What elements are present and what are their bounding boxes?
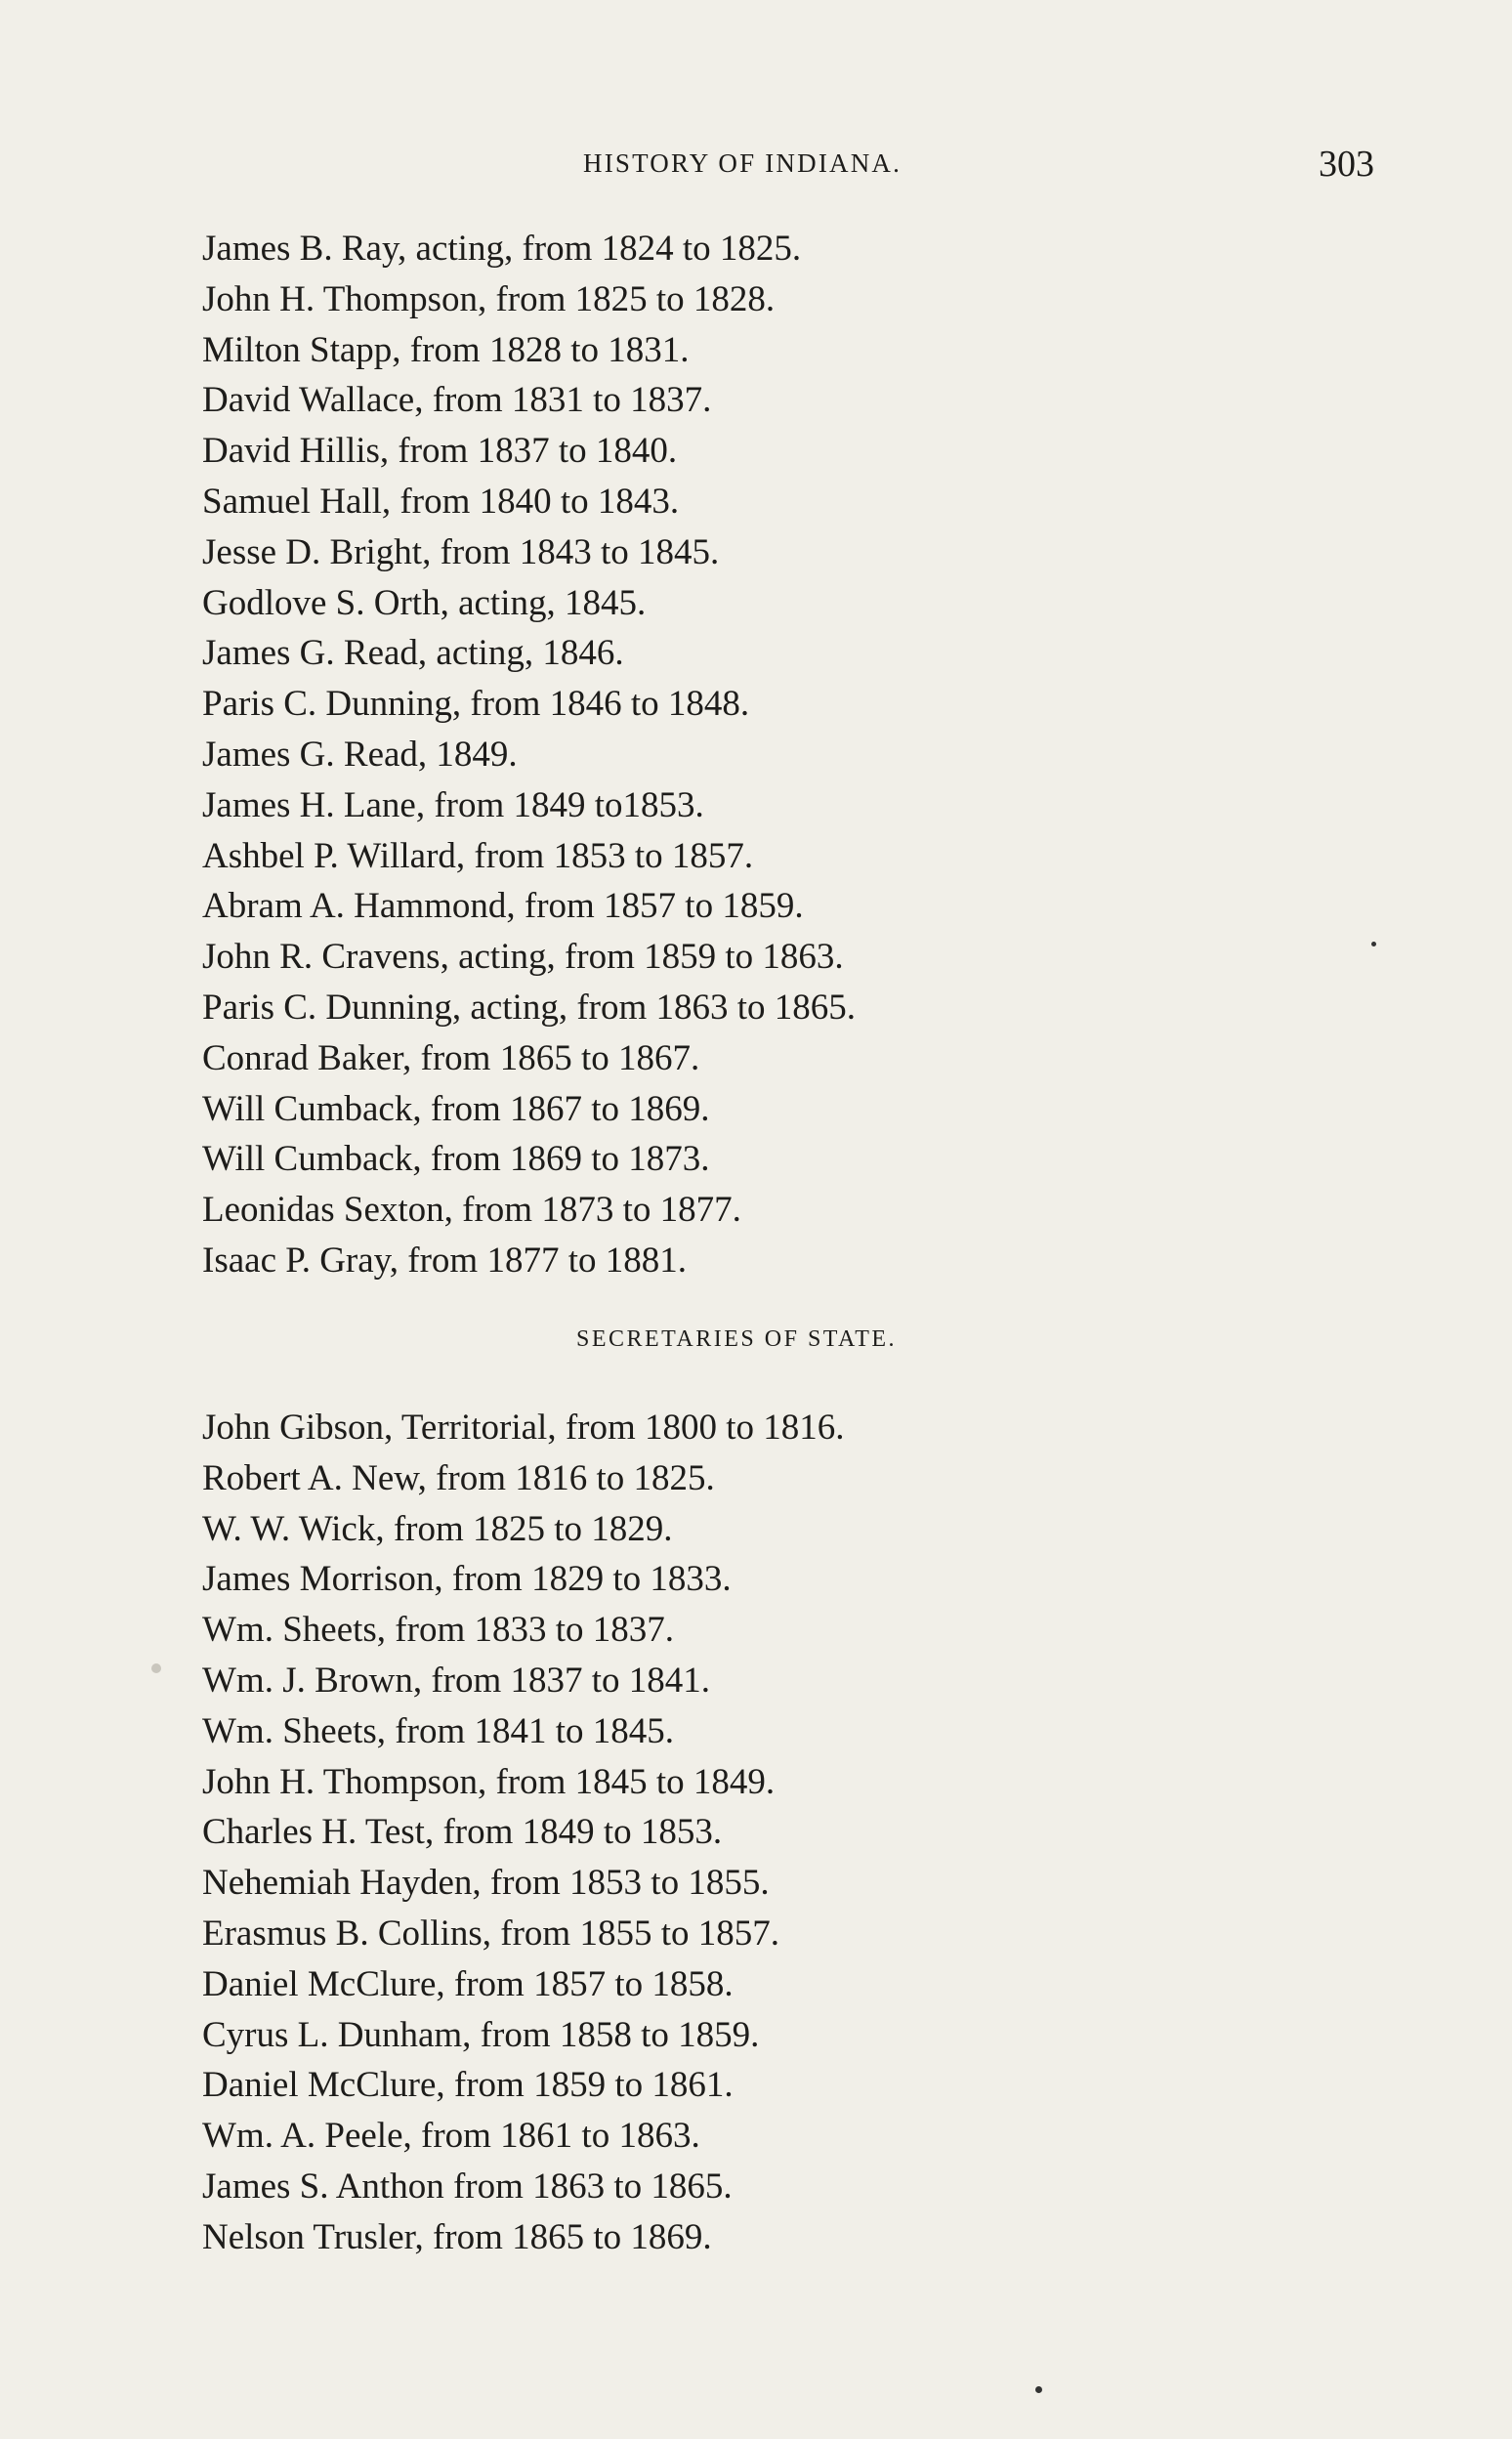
list-item: Wm. A. Peele, from 1861 to 1863. — [202, 2116, 700, 2157]
list-item: Will Cumback, from 1869 to 1873. — [202, 1139, 710, 1180]
list-item: Isaac P. Gray, from 1877 to 1881. — [202, 1240, 687, 1281]
list-item: Wm. Sheets, from 1833 to 1837. — [202, 1610, 675, 1651]
list-item: Conrad Baker, from 1865 to 1867. — [202, 1037, 700, 1078]
list-item: James H. Lane, from 1849 to1853. — [202, 784, 704, 825]
governors-list — [202, 224, 856, 1286]
list-item: Cyrus L. Dunham, from 1858 to 1859. — [202, 2014, 760, 2055]
section-heading: SECRETARIES OF STATE. — [576, 1326, 898, 1352]
list-item: James G. Read, 1849. — [202, 734, 518, 775]
ink-speck — [1035, 2386, 1042, 2393]
list-item: David Wallace, from 1831 to 1837. — [202, 380, 712, 421]
list-item: Abram A. Hammond, from 1857 to 1859. — [202, 886, 804, 927]
list-item: Nehemiah Hayden, from 1853 to 1855. — [202, 1863, 770, 1904]
list-item: Wm. Sheets, from 1841 to 1845. — [202, 1710, 675, 1751]
list-item: Paris C. Dunning, acting, from 1863 to 1865. — [202, 987, 857, 1028]
list-item: James Morrison, from 1829 to 1833. — [202, 1559, 732, 1600]
list-item: John R. Cravens, acting, from 1859 to 1863. — [202, 937, 844, 978]
list-item: Nelson Trusler, from 1865 to 1869. — [202, 2216, 712, 2257]
list-item: John Gibson, Territorial, from 1800 to 1816. — [202, 1408, 845, 1448]
running-title: HISTORY OF INDIANA. — [583, 148, 903, 178]
list-item: Leonidas Sexton, from 1873 to 1877. — [202, 1190, 741, 1231]
list-item: Daniel McClure, from 1857 to 1858. — [202, 1963, 734, 2004]
running-head — [0, 144, 1512, 188]
list-item: John H. Thompson, from 1825 to 1828. — [202, 278, 776, 319]
list-item: James B. Ray, acting, from 1824 to 1825. — [202, 229, 802, 269]
ink-speck — [151, 1663, 161, 1673]
list-item: Will Cumback, from 1867 to 1869. — [202, 1088, 710, 1129]
list-item: Jesse D. Bright, from 1843 to 1845. — [202, 531, 720, 572]
list-item: Erasmus B. Collins, from 1855 to 1857. — [202, 1913, 779, 1954]
page-number: 303 — [1319, 144, 1374, 185]
list-item: Charles H. Test, from 1849 to 1853. — [202, 1812, 723, 1853]
list-item: Paris C. Dunning, from 1846 to 1848. — [202, 684, 750, 725]
list-item: Milton Stapp, from 1828 to 1831. — [202, 329, 690, 370]
list-item: W. W. Wick, from 1825 to 1829. — [202, 1508, 673, 1549]
list-item: James G. Read, acting, 1846. — [202, 633, 624, 674]
list-item: John H. Thompson, from 1845 to 1849. — [202, 1761, 776, 1802]
list-item: Ashbel P. Willard, from 1853 to 1857. — [202, 835, 754, 876]
ink-speck — [1371, 942, 1376, 946]
list-item: Wm. J. Brown, from 1837 to 1841. — [202, 1660, 711, 1701]
list-item: David Hillis, from 1837 to 1840. — [202, 431, 678, 472]
list-item: Daniel McClure, from 1859 to 1861. — [202, 2065, 734, 2106]
list-item: Robert A. New, from 1816 to 1825. — [202, 1457, 715, 1498]
secretaries-list — [202, 1403, 845, 2263]
list-item: James S. Anthon from 1863 to 1865. — [202, 2166, 733, 2207]
list-item: Godlove S. Orth, acting, 1845. — [202, 582, 647, 623]
list-item: Samuel Hall, from 1840 to 1843. — [202, 481, 680, 522]
